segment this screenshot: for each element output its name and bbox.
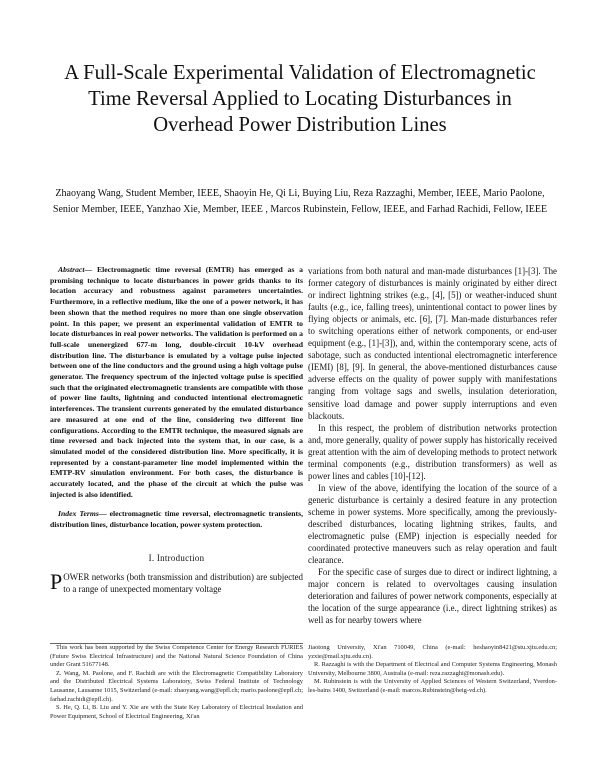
abstract-text: — Electromagnetic time reversal (EMTR) has emerged as a promising technique to locate disturbances in power grids thanks to its location accuracy and robustness against parameters uncertainties. Furthermore, in a reflective medium, like the one of a power network, it has been shown that the method requires no more than one single observation point. In this paper, we present an experimental validation of EMTR to locate disturbances in real power networks. The validation is performed on a full-scale unenergized 677-m long, double-circuit 10-kV overhead distribution line. The disturbance is emulated by a voltage pulse injected between one of the line conductors and the ground using a high voltage pulse generator. The frequency spectrum of the injected voltage pulse is specified such that the originated electromagnetic transients are compatible with those of power line faults, lightning and conducted intentional electromagnetic interferences. The transient currents generated by the emulated disturbance are measured at one end of the line, considering two different line configurations. According to the EMTR technique, the measured signals are time reversed and back injected into the system that, in our case, is a simulated model of the considered distribution line. More specifically, it is represented by a constant-parameter line model implemented within the EMTP-RV simulation environment. For both cases, the disturbance is accurately located, and the phase of the circuit at which the pulse was injected is also identified. bbox=[50, 265, 303, 499]
footnote: M. Rubinstein is with the University of Applied Sciences of Western Switzerland, Yverdon-les-bains 1400, Switzerland (e-mail: marcos.Rubinstein@heig-vd.ch). bbox=[308, 678, 557, 694]
left-column bbox=[50, 265, 303, 595]
footnote: S. He, Q. Li, B. Liu and Y. Xie are with the State Key Laboratory of Electrical Insulation and Power Equipment, School of Electrical Engineering, Xi'an bbox=[50, 704, 303, 720]
body-paragraph: For the specific case of surges due to direct or indirect lightning, a major concern is related to overvoltages causing insulation deterioration and failures of power network components, especially at the location of the surge appearance (i.e., direct lightning strikes) as well as for nearby towers where bbox=[308, 567, 557, 626]
drop-cap: P bbox=[50, 569, 63, 595]
footnote: Z. Wang, M. Paolone, and F. Rachidi are with the Electromagnetic Compatibility Laboratory and the Distributed Electrical Systems Laboratory, Swiss Federal Institute of Technology Lausanne, Lausanne 1015, Switzerland (e-mail: zhaoyang.wang@epfl.ch; mario.paolone@epfl.ch; farhad.rachidi@epfl.ch). bbox=[50, 669, 303, 703]
intro-paragraph bbox=[50, 571, 303, 595]
index-terms bbox=[50, 509, 303, 530]
footnote: This work has been supported by the Swiss Competence Center for Energy Research FURIES (Future Swiss Electrical Infrastructure) and the National Natural Science Foundation of China under Grant 51677148. bbox=[50, 644, 303, 669]
index-terms-label: Index Terms bbox=[58, 509, 99, 519]
index-terms-text: — electromagnetic time reversal, electromagnetic transients, distribution lines, disturbance location, power system protection. bbox=[50, 509, 303, 530]
section-heading: I. Introduction bbox=[148, 552, 205, 563]
footnotes-right bbox=[308, 644, 557, 696]
right-column bbox=[308, 265, 557, 626]
paper-title: A Full-Scale Experimental Validation of Electromagnetic Time Reversal Applied to Locating Disturbances in Overhead Power Distribution Lines bbox=[64, 62, 536, 136]
author-list: Zhaoyang Wang, Student Member, IEEE, Shaoyin He, Qi Li, Buying Liu, Reza Razzaghi, Member, IEEE, Mario Paolone, Senior Member, IEEE, Yanzhao Xie, Member, IEEE , Marcos Rubinstein, Fellow, IEEE, and Farhad Rachidi, Fellow, IEEE bbox=[52, 188, 548, 215]
body-paragraph: In this respect, the problem of distribution networks protection and, more generally, quality of power supply has historically received great attention with the aim of developing methods to protect network terminal components (e.g., distribution transformers) as well as power lines and cables [10]-[12]. bbox=[308, 422, 557, 481]
body-paragraph: variations from both natural and man-made disturbances [1]-[3]. The former category of disturbances is mainly originated by either direct or indirect lightning strikes (e.g., [4], [5]) or weather-induced shunt faults (e.g., ice, falling trees), unintentional contact to power lines by flying objects or animals, etc. [6], [7]. Man-made disturbances refer to switching operations either of network components, or end-user equipment (e.g., [1]-[3]), and, within the contemporary scene, acts of sabotage, such as conducted intentional electromagnetic interference (IEMI) [8], [9]. In general, the above-mentioned disturbances cause adverse effects on the quality of power supply with manifestations ranging from voltage sags and swells, insulation deterioration, sensitive load damage and power supply interruptions and even blackouts. bbox=[308, 266, 557, 421]
intro-text: OWER networks (both transmission and distribution) are subjected to a range of unexpected momentary voltage bbox=[63, 572, 303, 595]
body-paragraph: In view of the above, identifying the location of the source of a generic disturbance is certainly a desired feature in any protection scheme in power systems. More specifically, among the previously-described disturbances, locating lightning strikes, faults, and electromagnetic pulse (EMP) injection is especially needed for coordinated protective maneuvers such as relay operation and fault clearance. bbox=[308, 482, 557, 566]
footnote: Jiaotong University, Xi'an 710049, China (e-mail: heshaoyin8421@stu.xjtu.edu.cn; yzxie@mail.xjtu.edu.cn). bbox=[308, 644, 557, 660]
abstract bbox=[50, 265, 303, 500]
abstract-label: Abstract bbox=[58, 265, 85, 274]
footnote: R. Razzaghi is with the Department of Electrical and Computer Systems Engineering, Monash University, Melbourne 3800, Australia (e-mail: reza.razzaghi@monash.edu). bbox=[308, 661, 557, 677]
footnotes-left bbox=[50, 644, 303, 721]
